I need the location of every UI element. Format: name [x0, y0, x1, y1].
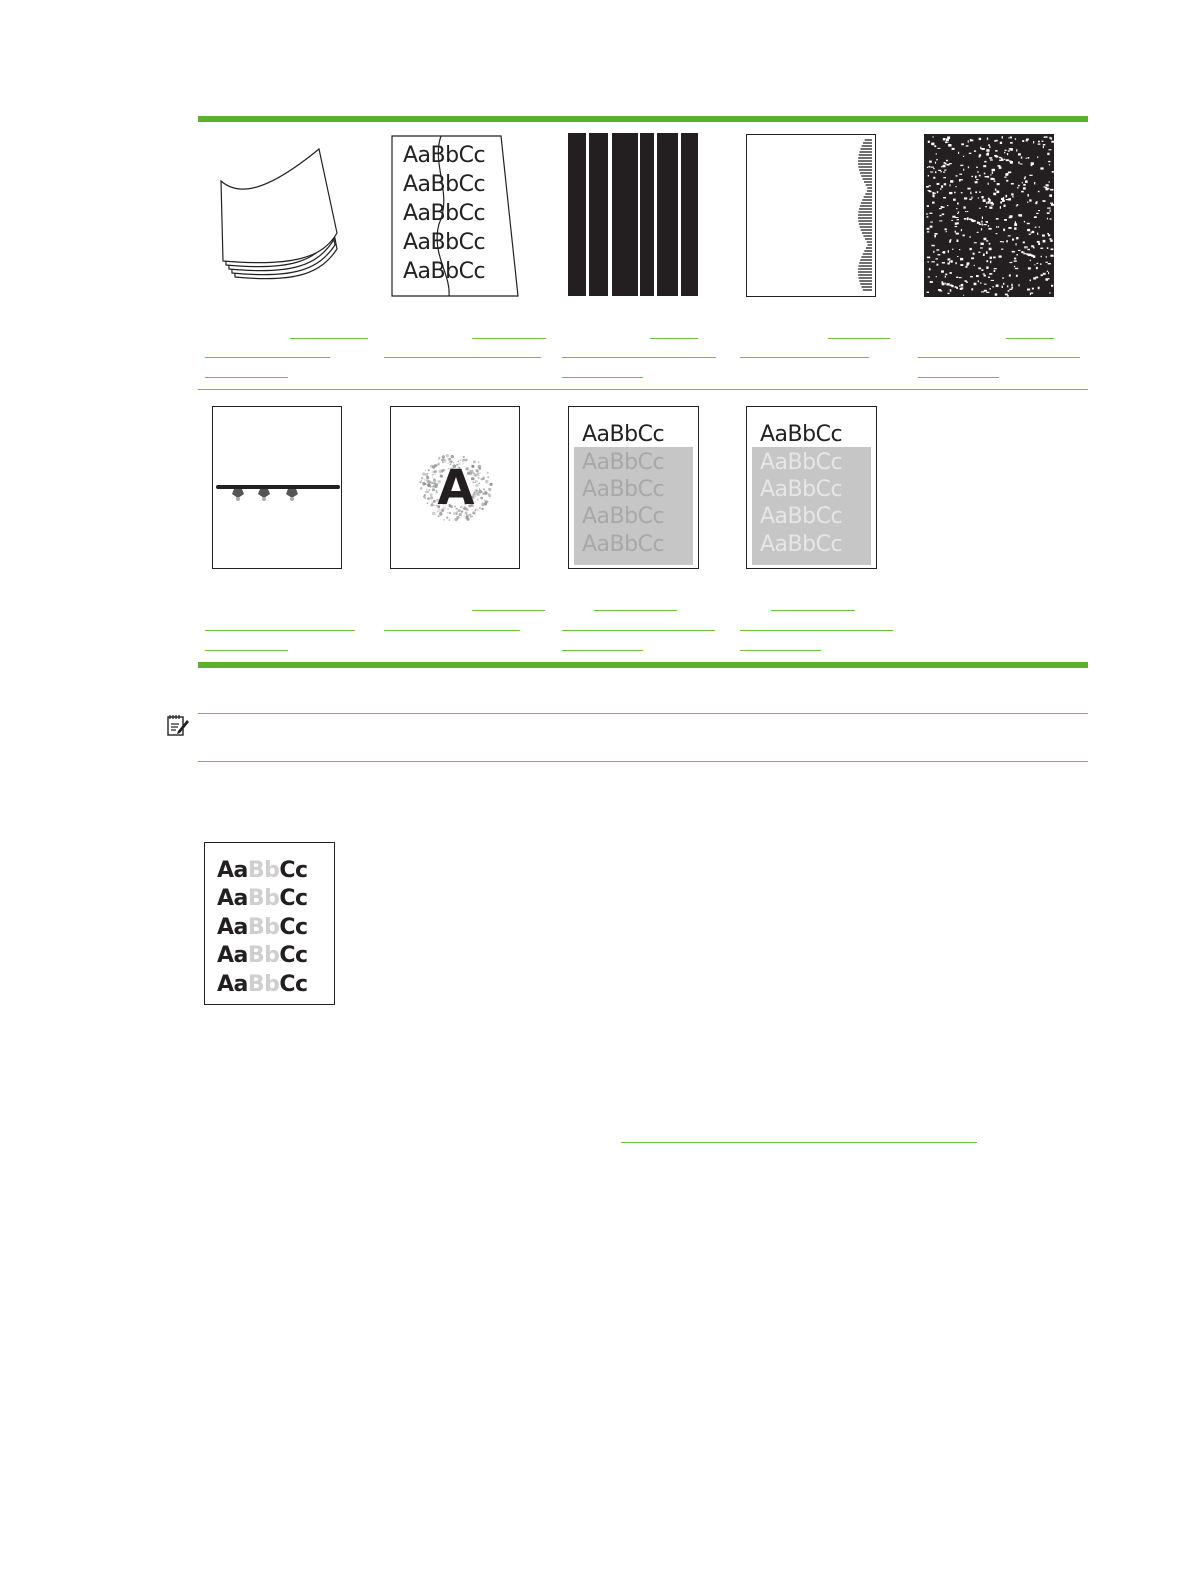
torn-page-icon: [391, 134, 521, 297]
link-underline[interactable]: [740, 357, 869, 358]
sample-dark-part: Cc: [279, 915, 308, 940]
link-underline[interactable]: [562, 377, 643, 378]
white-specks-icon: [924, 134, 1054, 297]
sample-line: AaBbCc: [760, 477, 843, 502]
sample-dark-part: Aa: [217, 858, 248, 883]
sample-line: AaBbCc: [403, 143, 486, 168]
sample-dark-part: Aa: [217, 915, 248, 940]
link-underline[interactable]: [205, 630, 355, 631]
link-underline[interactable]: [562, 357, 716, 358]
link-underline[interactable]: [1006, 338, 1054, 339]
sample-line: AaBbCc: [582, 422, 665, 447]
link-underline[interactable]: [472, 610, 545, 611]
sample-faded-part: Bb: [247, 943, 280, 968]
vertical-white-lines-icon: [568, 133, 698, 296]
svg-text:AaBbCc: [217, 886, 308, 911]
svg-text:AaBbCc: [217, 858, 308, 883]
sample-line: AaBbCc: [403, 201, 486, 226]
smeared-line-icon: [212, 406, 342, 569]
link-underline[interactable]: [918, 357, 1080, 358]
link-underline[interactable]: [740, 650, 821, 651]
faded-characters-icon: [204, 842, 335, 1005]
link-underline[interactable]: [384, 630, 520, 631]
sample-faded-part: Bb: [247, 915, 280, 940]
link-underline[interactable]: [562, 650, 643, 651]
link-underline[interactable]: [384, 357, 541, 358]
link-underline[interactable]: [828, 338, 890, 339]
sample-line: AaBbCc: [403, 172, 486, 197]
link-underline[interactable]: [205, 357, 330, 358]
link-underline[interactable]: [740, 630, 893, 631]
link-underline[interactable]: [205, 650, 288, 651]
sample-dark-part: Cc: [279, 858, 308, 883]
row-divider: [198, 389, 1088, 390]
sample-line: AaBbCc: [760, 504, 843, 529]
sample-line: AaBbCc: [403, 230, 486, 255]
sample-dark-part: Aa: [217, 972, 248, 997]
sample-dark-part: Cc: [279, 886, 308, 911]
curled-paper-icon: [211, 133, 341, 296]
sample-line: AaBbCc: [582, 504, 665, 529]
gray-background-icon: [568, 406, 699, 569]
sample-line: AaBbCc: [582, 477, 665, 502]
sample-line: AaBbCc: [582, 532, 665, 557]
link-underline[interactable]: [562, 630, 715, 631]
sample-faded-part: Bb: [247, 858, 280, 883]
link-underline[interactable]: [918, 377, 999, 378]
sample-faded-part: Bb: [247, 972, 280, 997]
sample-line: AaBbCc: [403, 259, 486, 284]
link-underline[interactable]: [205, 377, 288, 378]
link-underline[interactable]: [594, 610, 677, 611]
sample-dark-part: Aa: [217, 886, 248, 911]
gray-background-light-icon: [746, 406, 877, 569]
note-top-rule: [198, 713, 1088, 714]
svg-text:AaBbCc: [217, 915, 308, 940]
link-underline[interactable]: [650, 338, 698, 339]
table-top-rule: [198, 116, 1088, 122]
table-bottom-rule: [198, 662, 1088, 668]
sample-dark-part: Cc: [279, 972, 308, 997]
sample-dark-part: Cc: [279, 943, 308, 968]
note-icon: [166, 713, 190, 737]
sample-dark-part: Aa: [217, 943, 248, 968]
link-underline[interactable]: [290, 338, 368, 339]
svg-text:A: A: [437, 460, 475, 516]
link-underline[interactable]: [771, 610, 855, 611]
note-bottom-rule: [198, 761, 1088, 762]
repeating-horizontal-lines-icon: [746, 134, 876, 297]
sample-line: AaBbCc: [582, 450, 665, 475]
sample-line: AaBbCc: [760, 532, 843, 557]
link-underline[interactable]: [621, 1142, 977, 1143]
sample-line: AaBbCc: [760, 422, 843, 447]
link-underline[interactable]: [472, 338, 546, 339]
svg-text:AaBbCc: [217, 972, 308, 997]
sample-faded-part: Bb: [247, 886, 280, 911]
scattered-toner-icon: [390, 406, 520, 569]
svg-text:AaBbCc: [217, 943, 308, 968]
sample-line: AaBbCc: [760, 450, 843, 475]
